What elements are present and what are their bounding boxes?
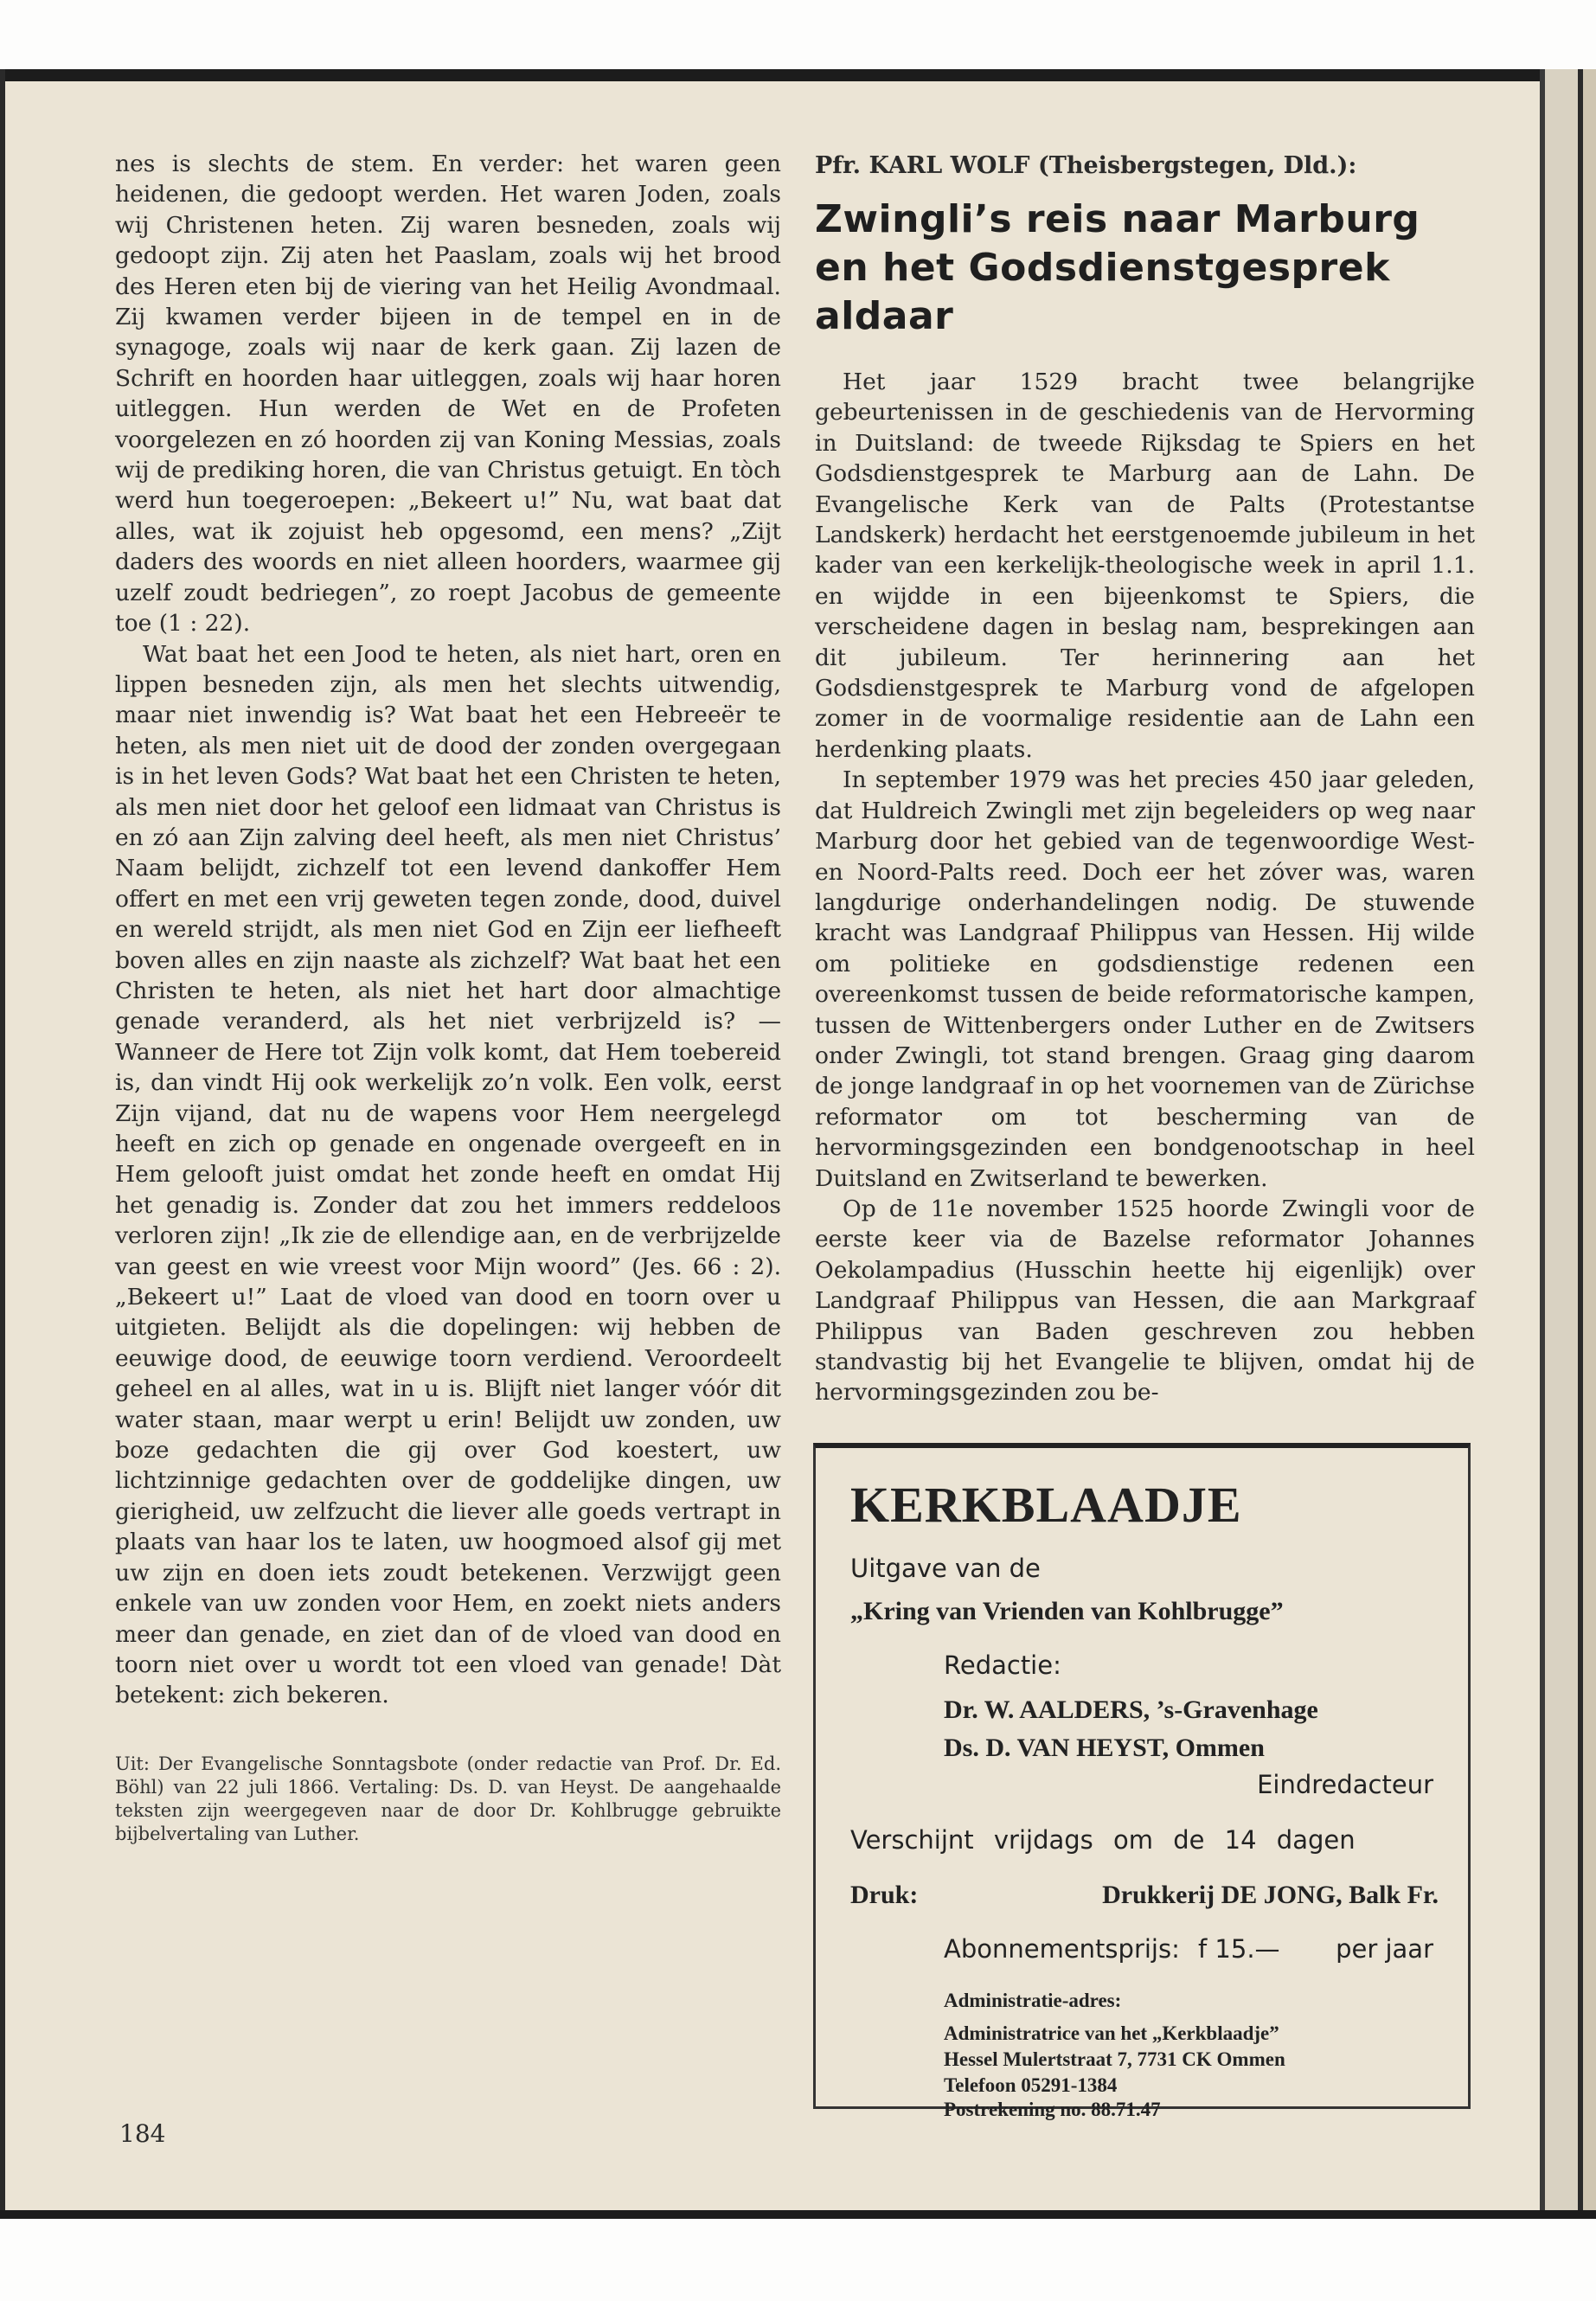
subscription-label: Abonnementsprijs: xyxy=(944,1934,1180,1964)
source-note: Uit: Der Evangelische Sonntagsbote (onder redactie van Prof. Dr. Ed. Böhl) van 22 juli 1866. Vertaling: Ds. D. van Heyst. De aangehaalde teksten zijn weergegeven naar de door Dr. Kohlbrugge gebruikte bijbelvertaling van Luther. xyxy=(115,1753,781,1844)
left-paragraph: nes is slechts de stem. En verder: het waren geen heidenen, die gedoopt werden. Het waren Joden, zoals wij Christenen heten. Zij waren besneden, zoals wij gedoopt zijn. Zij aten het Paaslam, zoals wij het brood des Heren eten bij de viering van het Heilig Avondmaal. Zij kwamen verder bijeen in de tempel en in de synagoge, zoals wij naar de kerk gaan. Zij lazen de Schrift en hoorden haar uitleggen, zoals wij haar horen uitleggen. Hun werden de Wet en de Profeten voorgelezen en zó hoorden zij van Koning Messias, zoals wij de prediking horen, die van Christus getuigt. En tòch werd hun toegeroepen: „Bekeert u!” Nu, wat baat dat alles, wat ik zojuist heb opgesomd, een mens? „Zijt daders des woords en niet alleen hoorders, waarmee gij uzelf zoudt bedriegen”, zo roept Jacobus de gemeente toe (1 : 22). xyxy=(115,151,781,638)
scan-border-top xyxy=(0,69,1596,81)
editorial-label: Redactie: xyxy=(944,1650,1061,1680)
publication-frequency: Verschijnt vrijdags om de 14 dagen xyxy=(850,1825,1356,1855)
article-headline: Zwingli’s reis naar Marburg en het Godsdienstgesprek aldaar xyxy=(815,197,1420,338)
left-column xyxy=(115,149,781,1846)
editor-2: Ds. D. VAN HEYST, Ommen xyxy=(944,1734,1265,1762)
page-number: 184 xyxy=(119,2119,166,2148)
right-paragraph: Het jaar 1529 bracht twee belangrijke gebeurtenissen in de geschiedenis van de Hervorming in Duitsland: de tweede Rijksdag te Spiers en het Godsdienstgesprek te Marburg aan de Lahn. De Evangelische Kerk van de Palts (Protestantse Landskerk) herdacht het eerstgenoemde jubileum in het kader van een kerkelijk-theologische week in april 1.1. en wijdde in een bijeenkomst te Spiers, die verscheidene dagen in beslag nam, besprekingen aan dit jubileum. Ter herinnering aan het Godsdienstgesprek te Marburg vond de afgelopen zomer in de voormalige residentie aan de Lahn een herdenking plaats. xyxy=(815,369,1475,763)
right-paragraph: In september 1979 was het precies 450 jaar geleden, dat Huldreich Zwingli met zijn begeleiders op weg naar Marburg door het gebied van de tegenwoordige West- en Noord-Palts reed. Doch eer het zóver was, waren langdurige onderhandelingen nodig. De stuwende kracht was Landgraaf Philippus van Hessen. Hij wilde om politieke en godsdienstige redenen een overeenkomst tussen de beide reformatorische kampen, tussen de Wittenbergers onder Luther en de Zwitsers onder Zwingli, tot stand brengen. Graag ging daarom de jonge landgraaf in op het voornemen van de Zürichse reformator om tot bescherming van de hervormingsgezinden een bondgenootschap in heel Duitsland en Zwitserland te bewerken. xyxy=(815,766,1475,1192)
print-label: Druk: xyxy=(850,1881,919,1909)
book-spine-edge xyxy=(1540,69,1596,2219)
printer-name: Drukkerij DE JONG, Balk Fr. xyxy=(1102,1881,1439,1909)
admin-title: Administratie-adres: xyxy=(944,1990,1122,2011)
publisher-name: „Kring van Vrienden van Kohlbrugge” xyxy=(850,1597,1284,1625)
admin-line-2: Hessel Mulertstraat 7, 7731 CK Ommen xyxy=(944,2048,1285,2070)
article-author: Pfr. KARL WOLF (Theisbergstegen, Dld.): xyxy=(815,152,1357,179)
subscription-price: f 15.— xyxy=(1198,1934,1280,1964)
editor-1: Dr. W. AALDERS, ’s-Gravenhage xyxy=(944,1695,1318,1724)
subscription-period: per jaar xyxy=(1336,1934,1433,1964)
admin-phone: Telefoon 05291-1384 xyxy=(944,2074,1118,2096)
right-column xyxy=(815,149,1475,1408)
admin-account: Postrekening no. 88.71.47 xyxy=(944,2099,1161,2120)
admin-line-1: Administratrice van het „Kerkblaadje” xyxy=(944,2022,1279,2044)
colophon-box xyxy=(813,1443,1471,2120)
publication-title: KERKBLAADJE xyxy=(850,1477,1242,1533)
scan-border-bottom xyxy=(0,2210,1596,2219)
editor-2-role: Eindredacteur xyxy=(1257,1770,1433,1799)
left-paragraph: Wat baat het een Jood te heten, als niet hart, oren en lippen besneden zijn, als men het slechts uitwendig, maar niet inwendig is? Wat baat het een Hebreeër te heten, als men niet uit de dood der zonden overgegaan is in het leven Gods? Wat baat het een Christen te heten, als men niet door het geloof een lidmaat van Christus is en zó aan Zijn zalving deel heeft, als men niet Christus’ Naam belijdt, zichzelf tot een levend dankoffer Hem offert en met een vrij geweten tegen zonde, dood, duivel en wereld strijdt, als men niet God en Zijn eer liefheeft boven alles en zijn naaste als zichzelf? Wat baat het een Christen te heten, als niet het hart door almachtige genade veranderd, als het niet verbrijzeld is? — Wanneer de Here tot Zijn volk komt, dat Hem toebereid is, dan vindt Hij ook werkelijk zo’n volk. Een volk, eerst Zijn vijand, dat nu de wapens voor Hem neergelegd heeft en zich op genade en ongenade overgeeft en in Hem gelooft juist omdat het zonde heeft en omdat Hij het genadig is. Zonder dat zou het immers reddeloos verloren zijn! „Ik zie de ellendige aan, en de verbrijzelde van geest en wie vreest voor Mijn woord” (Jes. 66 : 2). „Bekeert u!” Laat de vloed van dood en toorn over u uitgieten. Belijdt als die dopelingen: wij hebben de eeuwige dood, de eeuwige toorn verdiend. Veroordeelt geheel en al alles, wat in u is. Blijft niet langer vóór dit water staan, maar werpt u erin! Belijdt uw zonden, uw boze gedachten die gij over God koestert, uw lichtzinnige gedachten over de goddelijke dingen, uw gierigheid, uw zelfzucht die liever alle goeds vertrapt in plaats van haar los te laten, uw hoogmoed alsof gij met uw zijn en doen iets zoudt betekenen. Verzwijgt geen enkele van uw zonden voor Hem, en zoekt niets anders meer dan genade, en ziet dan of de vloed van dood en toorn niet over u wordt tot een vloed van genade! Dàt betekent: zich bekeren. xyxy=(115,640,781,1709)
right-paragraph: Op de 11e november 1525 hoorde Zwingli voor de eerste keer via de Bazelse reformator Johannes Oekolampadius (Husschin heette hij eigenlijk) over Landgraaf Philippus van Hessen, die aan Markgraaf Philippus van Baden geschreven zou hebben standvastig bij het Evangelie te blijven, omdat hij de hervormingsgezinden zou be- xyxy=(815,1195,1475,1407)
publisher-intro: Uitgave van de xyxy=(850,1554,1041,1583)
